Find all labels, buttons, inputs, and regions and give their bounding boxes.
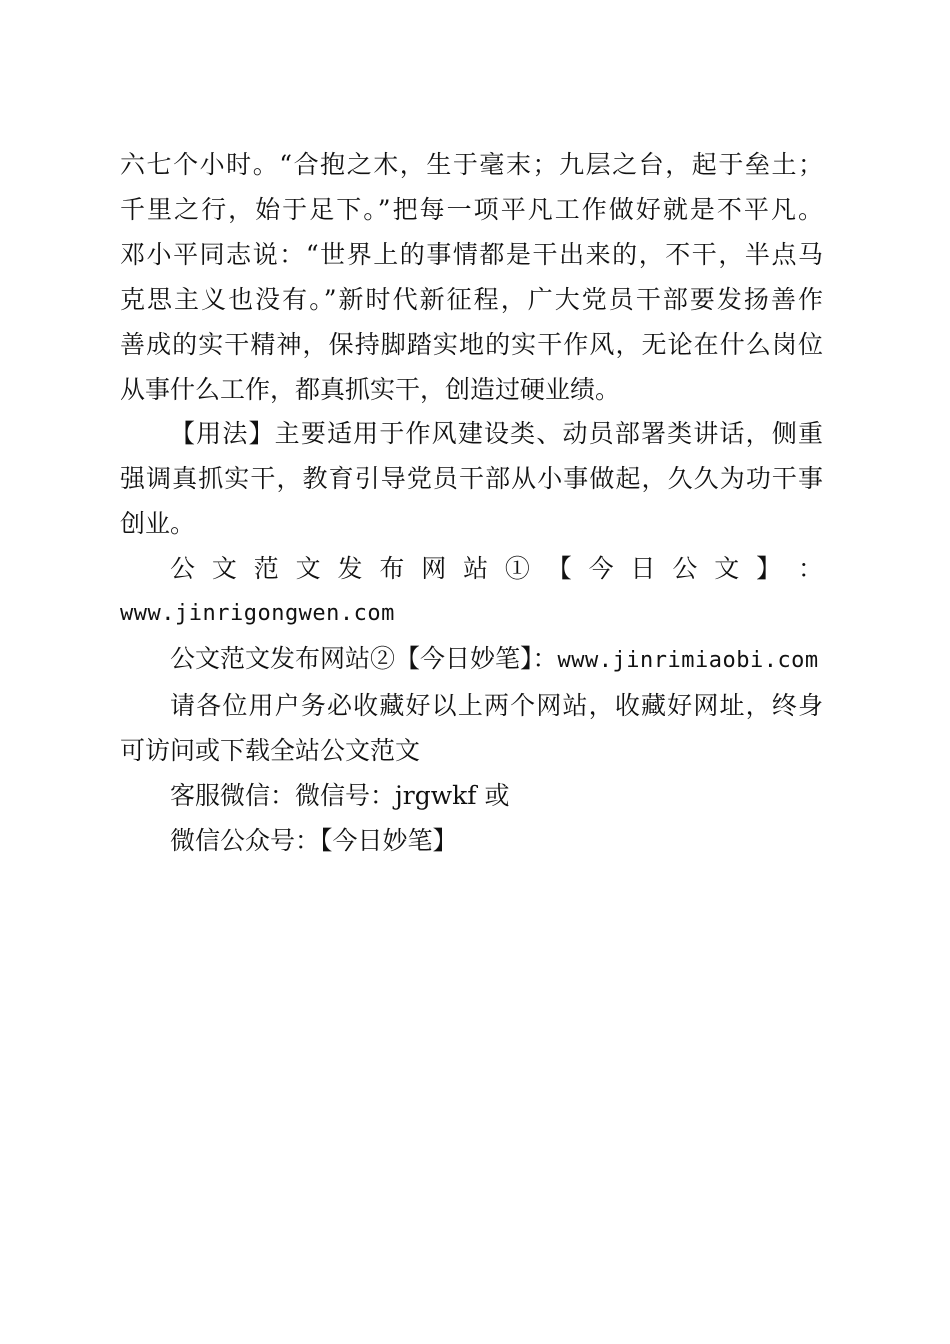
service-wechat: 客服微信：微信号：jrgwkf 或 [170,780,510,810]
notice-line-2: 可访问或下载全站公文范文 [120,735,421,765]
site-1-block [120,547,823,637]
text-line: 强调真抓实干，教育引导党员干部从小事做起，久久为功干事 [120,464,823,494]
service-official-account: 微信公众号：【今日妙笔】 [170,825,458,855]
paragraph-usage [120,412,823,547]
notice-block [120,684,823,774]
text-line: 邓小平同志说：“世界上的事情都是干出来的，不干，半点马 [120,239,823,269]
text-line: 六七个小时。“合抱之木，生于毫末；九层之台，起于垒土； [120,150,823,179]
service-block [120,774,823,864]
text-line: 千里之行，始于足下。”把每一项平凡工作做好就是不平凡。 [120,194,823,224]
text-line: 从事什么工作，都真抓实干，创造过硬业绩。 [120,374,621,404]
site-2-block [120,637,823,684]
text-line: 创业。 [120,509,196,539]
text-line: 善成的实干精神，保持脚踏实地的实干作风，无论在什么岗位 [120,329,823,359]
site-1-url[interactable]: www.jinrigongwen.com [120,601,395,627]
document-body [120,143,823,864]
site-2-label: 公文范文发布网站②【今日妙笔】： [170,643,558,673]
text-line: 克思主义也没有。”新时代新征程，广大党员干部要发扬善作 [120,284,823,314]
notice-line-1: 请各位用户务必收藏好以上两个网站，收藏好网址，终身 [170,690,823,720]
site-1-label: 公 文 范 文 发 布 网 站 ① 【 今 日 公 文 】 ： [170,554,823,584]
paragraph-practice [120,143,823,412]
site-2-url[interactable]: www.jinrimiaobi.com [557,647,819,673]
text-line: 【用法】主要适用于作风建设类、动员部署类讲话，侧重 [170,419,823,449]
